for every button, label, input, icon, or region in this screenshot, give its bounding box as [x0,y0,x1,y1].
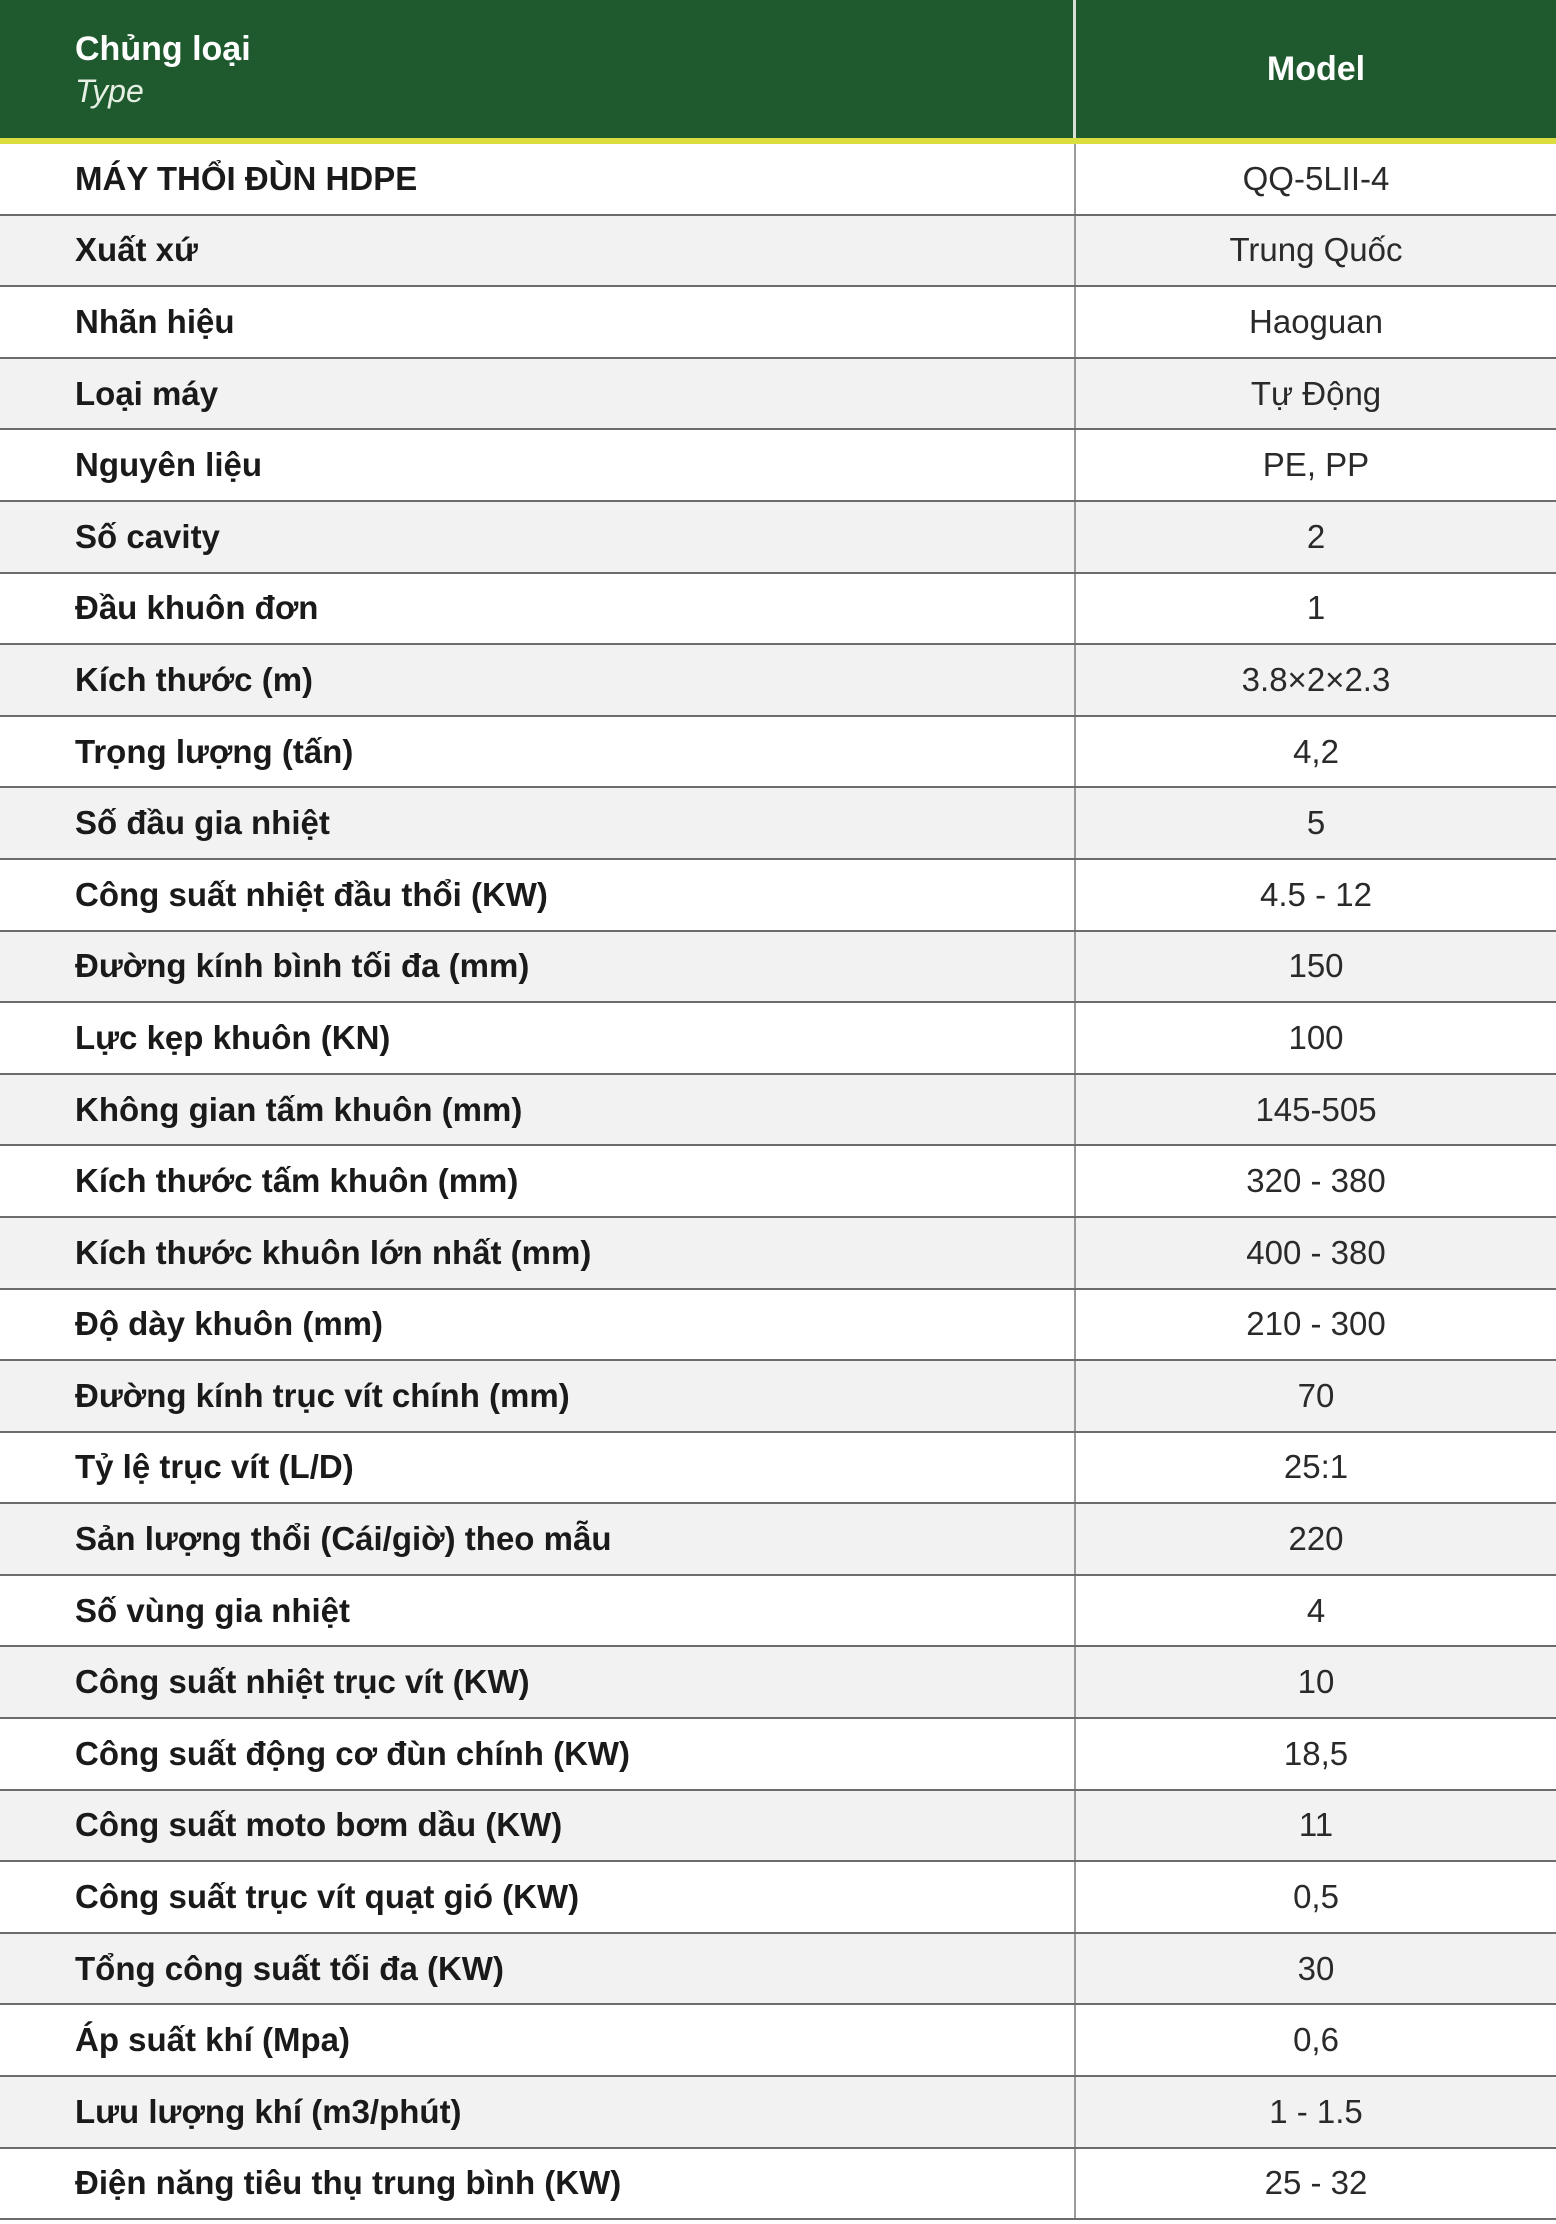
table-row [0,1361,1556,1433]
row-value: 0,6 [1293,2021,1339,2059]
table-row [0,932,1556,1004]
row-label: Sản lượng thổi (Cái/giờ) theo mẫu [0,1504,1076,1574]
row-value: 30 [1297,1949,1335,1987]
row-value: 5 [1306,804,1326,842]
table-body [0,144,1556,2224]
table-row [0,645,1556,717]
row-label: Áp suất khí (Mpa) [0,2005,1076,2075]
table-row [0,1075,1556,1147]
row-value: Haoguan [1249,302,1383,340]
row-label: Loại máy [0,359,1076,429]
table-row [0,1290,1556,1362]
table-row [0,502,1556,574]
row-value: Tự Động [1250,374,1382,412]
row-label: Không gian tấm khuôn (mm) [0,1075,1076,1145]
type-label-vi: Chủng loại [75,30,251,68]
row-label: Trọng lượng (tấn) [0,717,1076,787]
row-label: Đường kính trục vít chính (mm) [0,1361,1076,1431]
row-value: 25:1 [1283,1448,1349,1486]
table-row [0,1433,1556,1505]
table-row [0,574,1556,646]
row-label: Kích thước (m) [0,645,1076,715]
table-row [0,1146,1556,1218]
row-value: 18,5 [1283,1734,1349,1772]
row-label: Công suất nhiệt trục vít (KW) [0,1647,1076,1717]
row-value: 25 - 32 [1264,2164,1368,2202]
row-value: Trung Quốc [1229,231,1403,269]
type-label-en: Type [75,73,144,109]
row-value: 11 [1298,1806,1334,1844]
row-value: 10 [1297,1663,1335,1701]
row-label: Lưu lượng khí (m3/phút) [0,2077,1076,2147]
row-value: 2 [1306,517,1326,555]
table-header [0,0,1556,144]
row-label: Tổng công suất tối đa (KW) [0,1934,1076,2004]
row-value: 4.5 - 12 [1260,875,1372,913]
row-label: Công suất nhiệt đầu thổi (KW) [0,860,1076,930]
row-label: Kích thước khuôn lớn nhất (mm) [0,1218,1076,1288]
row-label: Đường kính bình tối đa (mm) [0,932,1076,1002]
row-value: 100 [1288,1018,1344,1056]
table-row [0,1504,1556,1576]
row-value: 3.8×2×2.3 [1241,660,1391,698]
table-row [0,2005,1556,2077]
table-row [0,1647,1556,1719]
row-value: PE, PP [1262,446,1370,484]
row-label: Độ dày khuôn (mm) [0,1290,1076,1360]
row-label: Công suất moto bơm dầu (KW) [0,1791,1076,1861]
row-value: 1 [1306,589,1326,627]
table-row [0,717,1556,789]
table-row [0,359,1556,431]
row-value: 150 [1288,947,1344,985]
type-header-cell [0,0,1076,138]
row-label: Công suất trục vít quạt gió (KW) [0,1862,1076,1932]
row-value: 400 - 380 [1246,1233,1386,1271]
row-value: 320 - 380 [1246,1162,1386,1200]
row-value: 145-505 [1255,1090,1377,1128]
table-row [0,788,1556,860]
table-row [0,1719,1556,1791]
model-header-cell: Model [1266,49,1366,88]
table-row [0,1576,1556,1648]
row-label: Tỷ lệ trục vít (L/D) [0,1433,1076,1503]
table-row [0,1791,1556,1863]
row-label: Lực kẹp khuôn (KN) [0,1003,1076,1073]
row-label: Số đầu gia nhiệt [0,788,1076,858]
table-row [0,216,1556,288]
row-label: Xuất xứ [0,216,1076,286]
table-row [0,2077,1556,2149]
table-row [0,430,1556,502]
table-row [0,2149,1556,2221]
row-label: Nguyên liệu [0,430,1076,500]
row-value: 1 - 1.5 [1269,2092,1363,2130]
row-value: 0,5 [1293,1878,1339,1916]
row-value: 210 - 300 [1246,1305,1386,1343]
row-value: 4,2 [1293,732,1339,770]
row-label: Số vùng gia nhiệt [0,1576,1076,1646]
row-label: Kích thước tấm khuôn (mm) [0,1146,1076,1216]
table-row [0,860,1556,932]
row-label: Nhãn hiệu [0,287,1076,357]
row-value: 4 [1306,1591,1326,1629]
table-row [0,144,1556,216]
table-row [0,1862,1556,1934]
table-row [0,1934,1556,2006]
table-row [0,1003,1556,1075]
row-value: 220 [1288,1520,1344,1558]
row-label: Đầu khuôn đơn [0,574,1076,644]
row-label: MÁY THỔI ĐÙN HDPE [0,144,1076,214]
row-value: 70 [1297,1376,1335,1414]
row-value: QQ-5LII-4 [1242,159,1390,197]
table-row [0,287,1556,359]
row-label: Công suất động cơ đùn chính (KW) [0,1719,1076,1789]
table-row [0,1218,1556,1290]
row-label: Số cavity [0,502,1076,572]
row-label: Điện năng tiêu thụ trung bình (KW) [0,2149,1076,2219]
